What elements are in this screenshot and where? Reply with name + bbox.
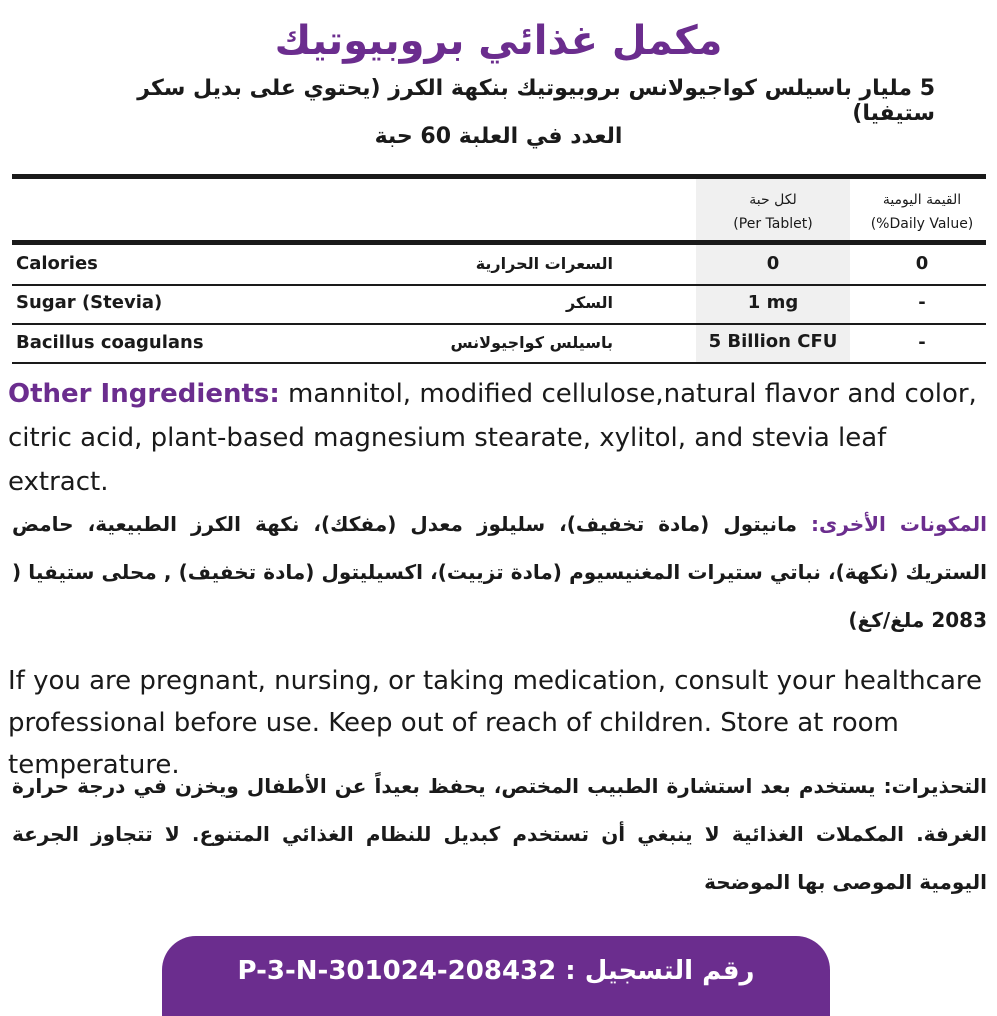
tablet-count: العدد في العلبة 60 حبة bbox=[374, 124, 623, 149]
table-row-sugar-name-en: Sugar (Stevia) bbox=[16, 292, 163, 313]
table-row-bacillus-daily-value: - bbox=[918, 332, 926, 353]
other-ingredients-en bbox=[8, 372, 983, 504]
table-bottom-rule bbox=[12, 362, 986, 364]
daily-value-header-en: (%Daily Value) bbox=[870, 216, 974, 232]
table-row-bacillus-per-tablet: 5 Billion CFU bbox=[708, 331, 838, 352]
per-tablet-header bbox=[700, 188, 846, 236]
warnings-en: If you are pregnant, nursing, or taking medication, consult your healthcare professional before use. Keep out of reach of children. Store at room temperature. bbox=[8, 666, 982, 780]
daily-value-header-ar: القيمة اليومية bbox=[882, 192, 962, 208]
table-row-sugar-name-ar: السكر bbox=[565, 293, 613, 312]
other-ingredients-ar bbox=[12, 500, 987, 644]
table-row-bacillus-name-en: Bacillus coagulans bbox=[16, 332, 204, 353]
table-top-rule bbox=[12, 174, 986, 179]
other-ingredients-text-en: mannitol, modified cellulose,natural flavor and color, citric acid, plant-based magnesium stearate, xylitol, and stevia leaf extract. bbox=[8, 379, 977, 497]
product-title: مكمل غذائي بروبيوتيك bbox=[274, 18, 723, 64]
table-row-calories-name-ar: السعرات الحرارية bbox=[475, 254, 613, 273]
table-row-divider bbox=[12, 284, 986, 286]
other-ingredients-label-ar: المكونات الأخرى: bbox=[810, 512, 987, 536]
warnings-ar: التحذيرات: يستخدم بعد استشارة الطبيب المختص، يحفظ بعيداً عن الأطفال ويخزن في درجة حرارة الغرفة. المكملات الغذائية لا ينبغي أن تستخدم كبديل للنظام الغذائي المتنوع. لا تتجاوز الجرعة اليومية الموصى بها الموضحة bbox=[12, 774, 987, 894]
table-row-sugar-per-tablet: 1 mg bbox=[747, 292, 799, 313]
table-row-divider bbox=[12, 323, 986, 325]
daily-value-header bbox=[856, 188, 988, 236]
product-subtitle: 5 مليار باسيلس كواجيولانس بروبيوتيك بنكهة الكرز (يحتوي على بديل سكر ستيفيا) bbox=[137, 76, 935, 126]
registration-number: رقم التسجيل : P-3-N-301024-208432 bbox=[237, 956, 755, 986]
per-tablet-header-en: (Per Tablet) bbox=[733, 216, 813, 232]
table-row-bacillus-name-ar: باسيلس كواجيولانس bbox=[450, 333, 613, 352]
other-ingredients-label-en: Other Ingredients: bbox=[8, 379, 280, 409]
table-header-rule bbox=[12, 240, 986, 245]
table-row-calories-daily-value: 0 bbox=[915, 253, 929, 274]
table-row-calories-per-tablet: 0 bbox=[766, 253, 780, 274]
other-ingredients-text-ar: مانيتول (مادة تخفيف)، سليلوز معدل (مفكك)، نكهة الكرز الطبيعية، حامض الستريك (نكهة)، نباتي ستيرات المغنيسيوم (مادة تزييت)، اكسيليتول (مادة تخفيف) , محلى ستيفيا ( 2083 ملغ/كغ) bbox=[12, 512, 987, 632]
table-row-calories-name-en: Calories bbox=[16, 253, 98, 274]
table-row-sugar-daily-value: - bbox=[918, 292, 926, 313]
per-tablet-header-ar: لكل حبة bbox=[749, 192, 797, 208]
